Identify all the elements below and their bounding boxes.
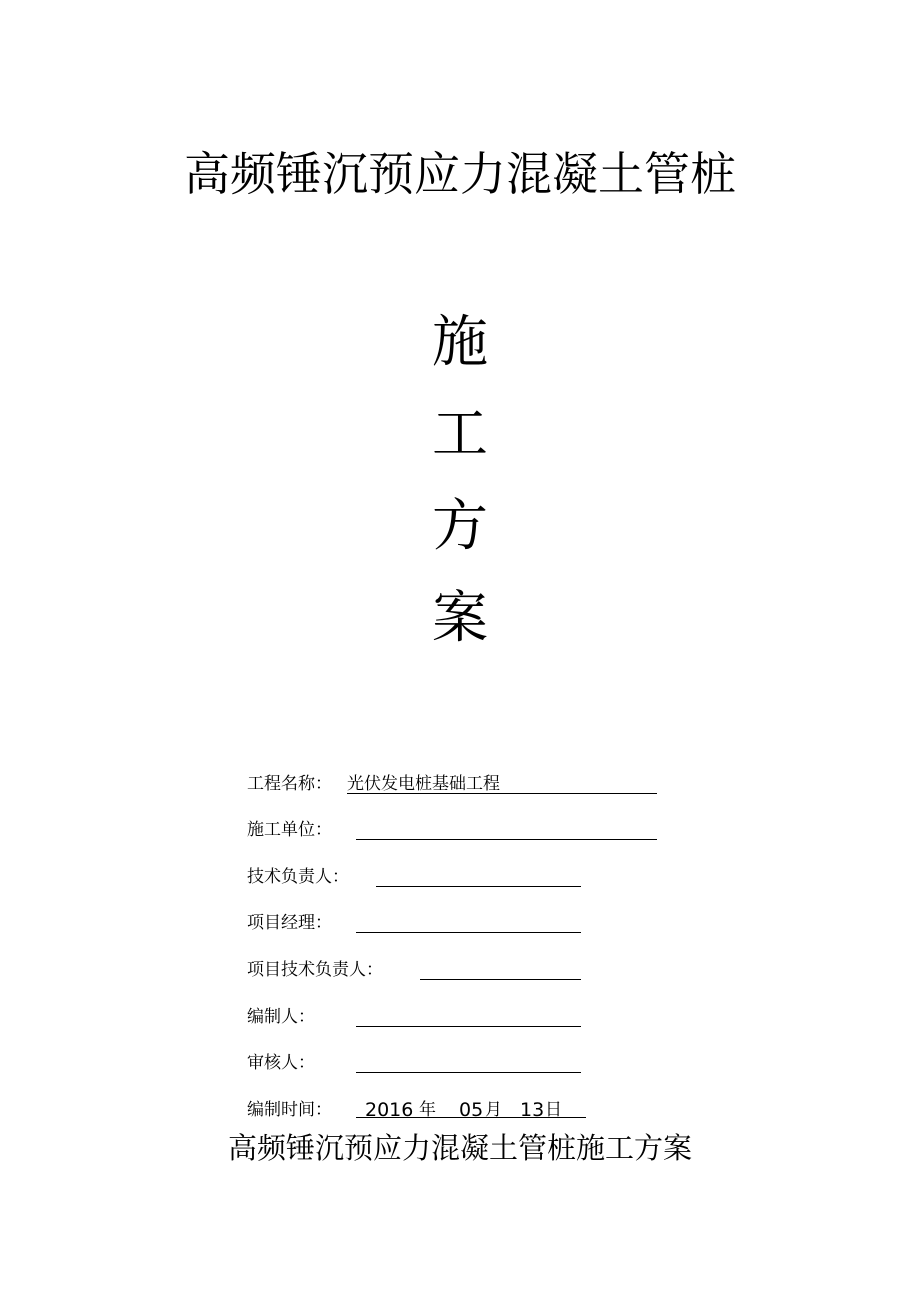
date-month: 05 [459, 1099, 484, 1121]
field-label: 项目技术负责人： [247, 960, 383, 980]
field-underline [420, 979, 581, 980]
date-day: 13 [520, 1099, 545, 1121]
field-label: 编制人： [247, 1007, 315, 1027]
vertical-title-char: 方 [432, 494, 488, 559]
field-underline [356, 932, 581, 933]
field-underline [356, 839, 657, 840]
vertical-title-char: 工 [432, 402, 488, 467]
field-underline [356, 1072, 581, 1073]
footer-title: 高频锤沉预应力混凝土管桩施工方案 [227, 1131, 692, 1165]
date-year: 2016 [365, 1099, 414, 1121]
vertical-title-char: 案 [432, 586, 488, 651]
field-label: 编制时间： [247, 1100, 332, 1120]
field-label: 技术负责人： [247, 867, 349, 887]
date-year-unit: 年 [419, 1100, 436, 1120]
document-title: 高频锤沉预应力混凝土管桩 [184, 147, 736, 201]
date-month-unit: 月 [485, 1100, 502, 1120]
field-underline [356, 1117, 586, 1118]
vertical-title-char: 施 [432, 310, 488, 375]
field-label: 审核人： [247, 1053, 315, 1073]
field-underline [347, 793, 657, 794]
field-label: 项目经理： [247, 913, 332, 933]
field-value: 光伏发电桩基础工程 [347, 774, 500, 794]
field-underline [356, 1026, 581, 1027]
field-label: 工程名称： [247, 774, 332, 794]
field-underline [376, 886, 581, 887]
date-day-unit: 日 [545, 1100, 562, 1120]
field-label: 施工单位： [247, 820, 332, 840]
